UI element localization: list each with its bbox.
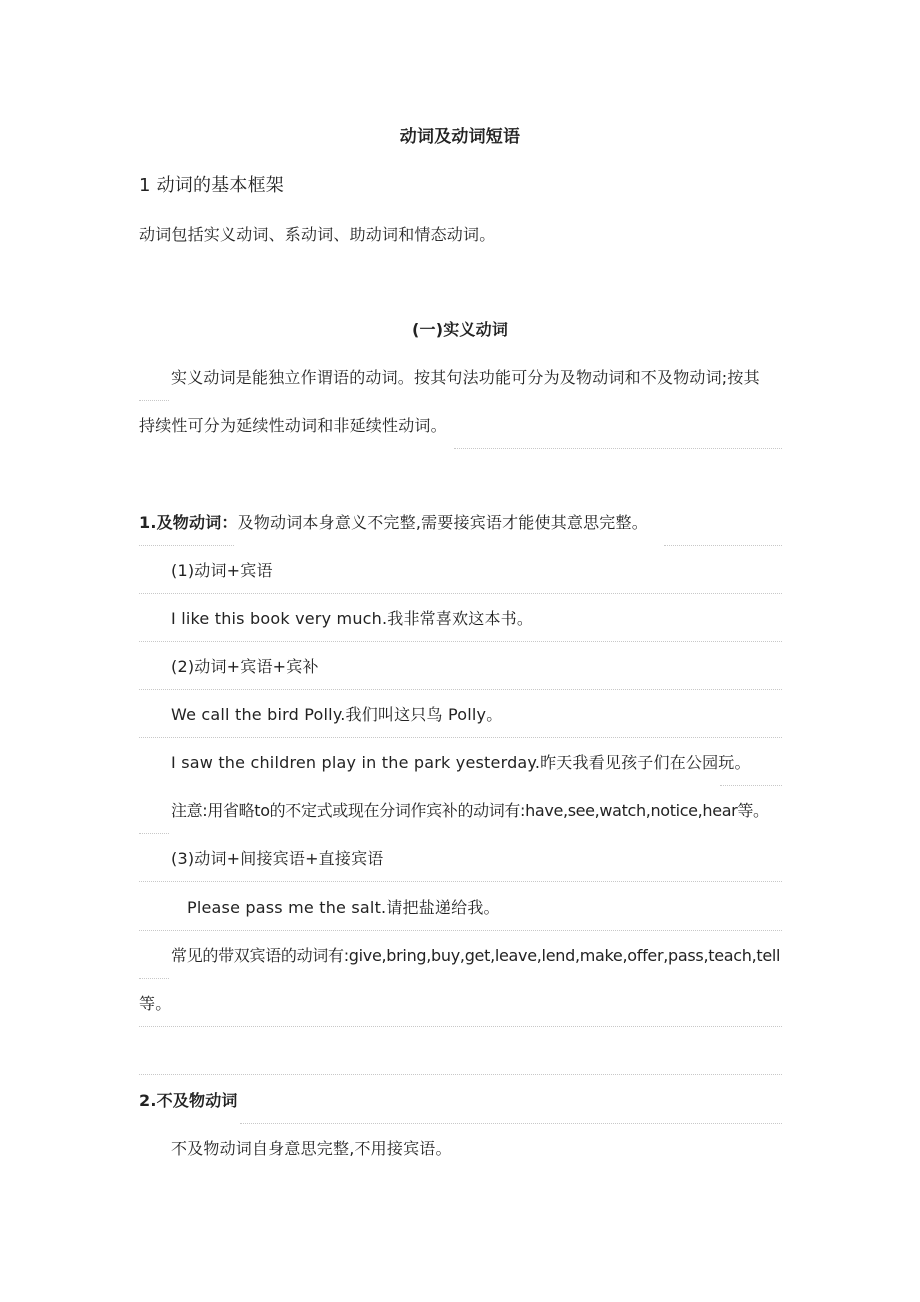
dotted-leader <box>139 1026 782 1027</box>
pattern-line: (2)动词+宾语+宾补 <box>171 657 319 676</box>
dotted-leader <box>720 785 782 786</box>
example-sentence: Please pass me the salt.请把盐递给我。 <box>187 898 500 917</box>
pattern-line: (3)动词+间接宾语+直接宾语 <box>171 849 384 868</box>
item-transitive-verb <box>139 513 648 533</box>
dotted-leader <box>139 737 782 738</box>
paragraph-line: 持续性可分为延续性动词和非延续性动词。 <box>139 416 447 435</box>
intro-paragraph: 动词包括实义动词、系动词、助动词和情态动词。 <box>139 225 496 244</box>
item-intransitive-verb: 2.不及物动词 <box>139 1091 238 1110</box>
dotted-leader <box>139 881 782 882</box>
subsection-title: (一)实义动词 <box>412 320 509 339</box>
pattern-line: (1)动词+宾语 <box>171 561 273 580</box>
paragraph-line: 实义动词是能独立作谓语的动词。按其句法功能可分为及物动词和不及物动词;按其 <box>171 368 760 387</box>
dotted-leader <box>139 1074 782 1075</box>
dotted-leader <box>139 641 782 642</box>
example-sentence: We call the bird Polly.我们叫这只鸟 Polly。 <box>171 705 503 724</box>
dotted-leader <box>139 978 169 979</box>
item-label: 1.及物动词： <box>139 513 238 532</box>
dotted-leader <box>139 930 782 931</box>
dotted-leader <box>664 545 782 546</box>
dotted-leader <box>139 545 234 546</box>
paragraph-line: 不及物动词自身意思完整,不用接宾语。 <box>171 1139 452 1158</box>
dotted-leader <box>139 593 782 594</box>
dotted-leader <box>240 1123 782 1124</box>
example-sentence: I like this book very much.我非常喜欢这本书。 <box>171 609 534 628</box>
dotted-leader <box>139 833 169 834</box>
dotted-leader <box>139 689 782 690</box>
note-line: 常见的带双宾语的动词有:give,bring,buy,get,leave,lend,make,offer,pass,teach,tell <box>171 946 781 965</box>
dotted-leader <box>454 448 782 449</box>
dotted-leader <box>139 400 169 401</box>
section-heading: 1 动词的基本框架 <box>139 175 284 196</box>
document-title: 动词及动词短语 <box>399 127 521 147</box>
note-line: 注意:用省略to的不定式或现在分词作宾补的动词有:have,see,watch,notice,hear等。 <box>171 801 769 820</box>
note-line: 等。 <box>139 994 172 1013</box>
example-sentence: I saw the children play in the park yesterday.昨天我看见孩子们在公园玩。 <box>171 753 751 772</box>
item-text: 及物动词本身意义不完整,需要接宾语才能使其意思完整。 <box>237 513 648 532</box>
